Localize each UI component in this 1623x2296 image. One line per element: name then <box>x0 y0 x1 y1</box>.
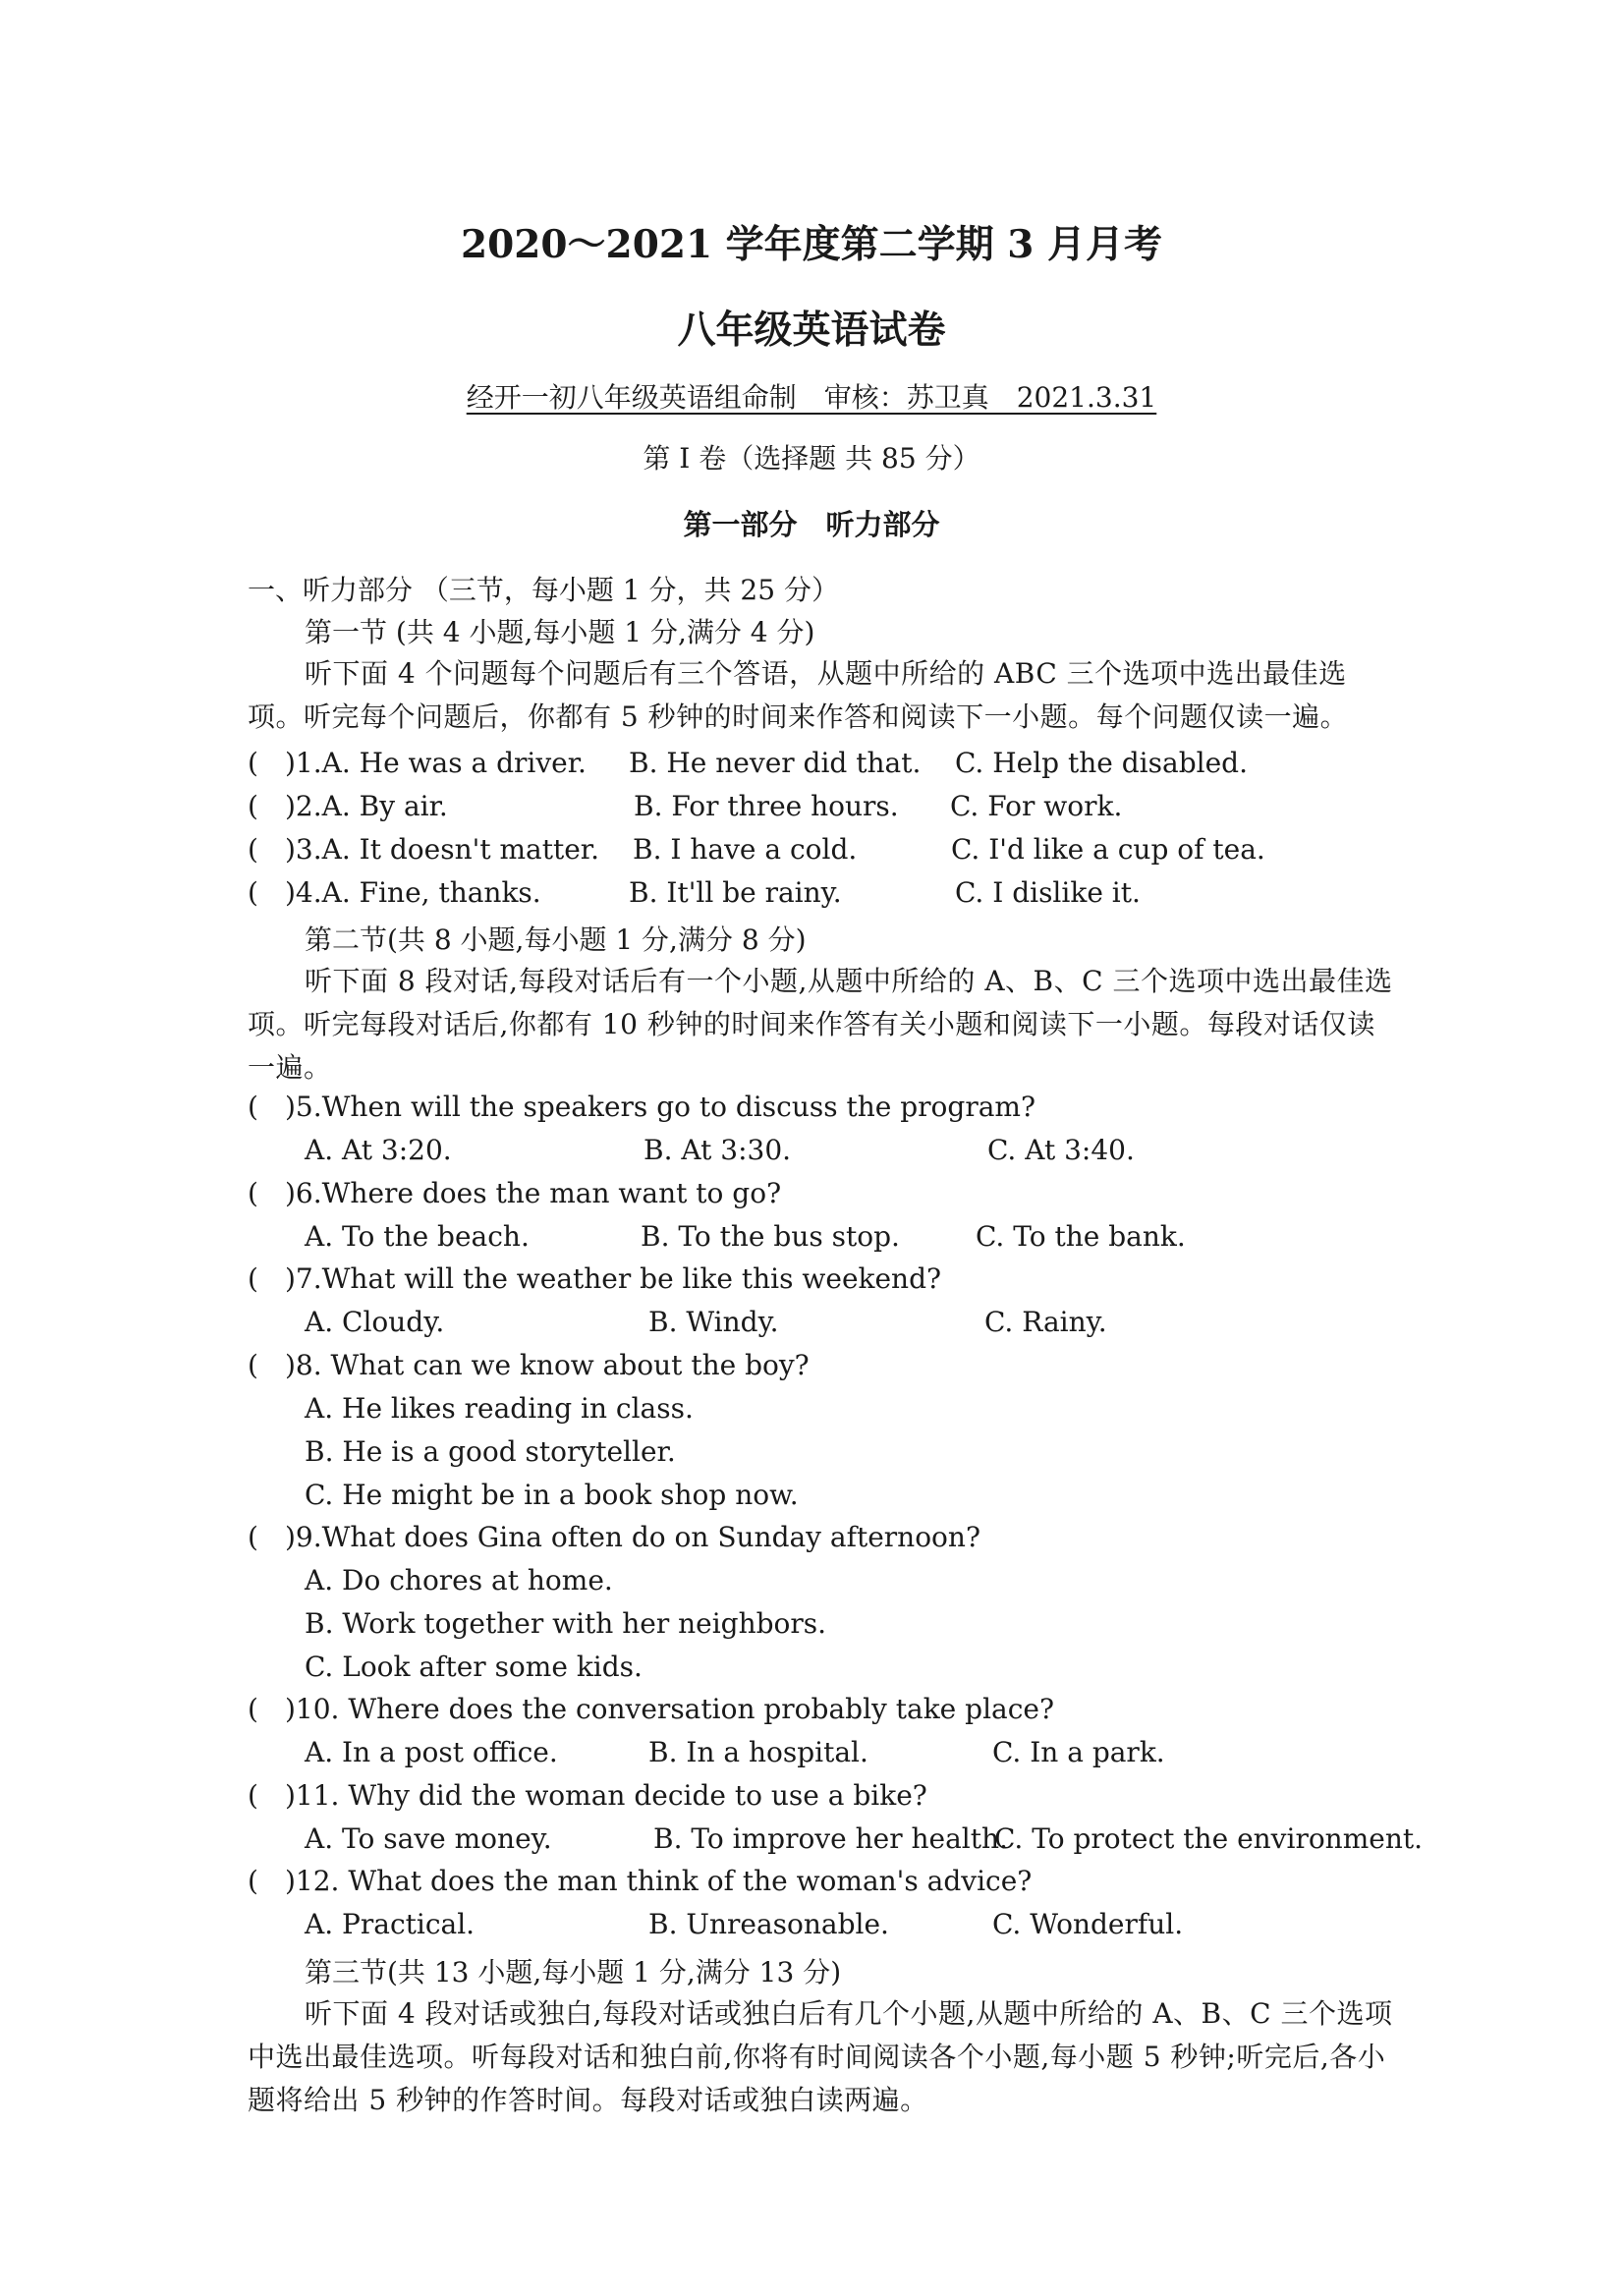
credit-text: 经开一初八年级英语组命制 审核：苏卫真 2021.3.31 <box>466 381 1157 414</box>
q9-option-b: B. Work together with her neighbors. <box>305 1607 827 1640</box>
answer-bracket[interactable]: ( <box>248 833 258 866</box>
section1-heading: 第一节 (共 4 小题,每小题 1 分,满分 4 分) <box>305 616 815 648</box>
q4-option-c: C. I dislike it. <box>955 876 1141 909</box>
section2-instruction: 听下面 8 段对话,每段对话后有一个小题,从题中所给的 A、B、C 三个选项中选出最佳选项。听完每段对话后,你都有 10 秒钟的时间来作答有关小题和阅读下一小题。每段对话仅读一遍。 <box>248 965 1393 1084</box>
exam-subtitle: 八年级英语试卷 <box>677 308 946 353</box>
answer-bracket[interactable]: ( <box>248 1091 258 1123</box>
q11-option-a: A. To save money. <box>305 1822 552 1855</box>
q4-option-b: B. It'll be rainy. <box>629 876 842 909</box>
answer-bracket[interactable]: ( <box>248 1177 258 1209</box>
q10-option-b: B. In a hospital. <box>648 1736 868 1768</box>
q6-option-b: B. To the bus stop. <box>641 1220 900 1253</box>
q1-option-b: B. He never did that. <box>629 747 922 779</box>
q8-stem: )8. What can we know about the boy? <box>285 1349 810 1381</box>
answer-bracket[interactable]: ( <box>248 1693 258 1725</box>
q11-option-c: C. To protect the environment. <box>994 1822 1424 1855</box>
q9-option-a: A. Do chores at home. <box>305 1564 613 1596</box>
section3-heading: 第三节(共 13 小题,每小题 1 分,满分 13 分) <box>305 1956 842 1988</box>
answer-bracket[interactable]: ( <box>248 790 258 822</box>
q9-stem: )9.What does Gina often do on Sunday afternoon? <box>285 1521 980 1553</box>
answer-bracket[interactable]: ( <box>248 1521 258 1553</box>
q9-option-c: C. Look after some kids. <box>305 1651 643 1683</box>
q5-option-c: C. At 3:40. <box>987 1134 1135 1166</box>
q3-option-b: B. I have a cold. <box>633 833 858 866</box>
q1-option-c: C. Help the disabled. <box>955 747 1248 779</box>
q3-option-c: C. I'd like a cup of tea. <box>951 833 1265 866</box>
q2-option-c: C. For work. <box>950 790 1123 822</box>
q11-stem: )11. Why did the woman decide to use a bike? <box>285 1779 927 1812</box>
answer-bracket[interactable]: ( <box>248 1779 258 1812</box>
section1-instruction: 听下面 4 个问题每个问题后有三个答语，从题中所给的 ABC 三个选项中选出最佳选项。听完每个问题后，你都有 5 秒钟的时间来作答和阅读下一小题。每个问题仅读一遍。 <box>248 657 1349 733</box>
volume-heading: 第 I 卷（选择题 共 85 分） <box>643 442 980 475</box>
q7-stem: )7.What will the weather be like this weekend? <box>285 1262 942 1295</box>
q12-stem: )12. What does the man think of the woman's advice? <box>285 1865 1033 1897</box>
q4-stem: )4.A. Fine, thanks. <box>285 876 541 909</box>
q7-option-b: B. Windy. <box>648 1306 779 1338</box>
section2-heading: 第二节(共 8 小题,每小题 1 分,满分 8 分) <box>305 924 807 956</box>
answer-bracket[interactable]: ( <box>248 1349 258 1381</box>
q12-option-a: A. Practical. <box>305 1908 476 1940</box>
q5-stem: )5.When will the speakers go to discuss the program? <box>285 1091 1035 1123</box>
q10-stem: )10. Where does the conversation probably take place? <box>285 1693 1054 1725</box>
q7-option-a: A. Cloudy. <box>305 1306 445 1338</box>
q7-option-c: C. Rainy. <box>984 1306 1107 1338</box>
section3-instruction: 听下面 4 段对话或独白,每段对话或独白后有几个小题,从题中所给的 A、B、C 三个选项中选出最佳选项。听每段对话和独白前,你将有时间阅读各个小题,每小题 5 秒钟;听完后,各小题将给出 5 秒钟的作答时间。每段对话或独白读两遍。 <box>248 1997 1393 2116</box>
q12-option-b: B. Unreasonable. <box>648 1908 889 1940</box>
part-heading: 第一部分 听力部分 <box>683 508 940 541</box>
q2-option-b: B. For three hours. <box>634 790 899 822</box>
q6-option-c: C. To the bank. <box>976 1220 1186 1253</box>
q8-option-b: B. He is a good storyteller. <box>305 1435 676 1468</box>
q6-stem: )6.Where does the man want to go? <box>285 1177 782 1209</box>
q8-option-c: C. He might be in a book shop now. <box>305 1479 799 1511</box>
section-intro: 一、听力部分 （三节，每小题 1 分，共 25 分） <box>248 574 839 606</box>
exam-title: 2020～2021 学年度第二学期 3 月月考 <box>461 222 1162 267</box>
q6-option-a: A. To the beach. <box>305 1220 530 1253</box>
q5-option-a: A. At 3:20. <box>305 1134 452 1166</box>
answer-bracket[interactable]: ( <box>248 1262 258 1295</box>
q10-option-a: A. In a post office. <box>305 1736 558 1768</box>
answer-bracket[interactable]: ( <box>248 747 258 779</box>
q10-option-c: C. In a park. <box>992 1736 1165 1768</box>
q3-stem: )3.A. It doesn't matter. <box>285 833 600 866</box>
answer-bracket[interactable]: ( <box>248 876 258 909</box>
q12-option-c: C. Wonderful. <box>992 1908 1184 1940</box>
q5-option-b: B. At 3:30. <box>644 1134 792 1166</box>
q2-stem: )2.A. By air. <box>285 790 448 822</box>
q8-option-a: A. He likes reading in class. <box>305 1392 694 1425</box>
q11-option-b: B. To improve her health. <box>653 1822 1008 1855</box>
answer-bracket[interactable]: ( <box>248 1865 258 1897</box>
q1-stem: )1.A. He was a driver. <box>285 747 587 779</box>
exam-credit <box>0 376 1623 416</box>
